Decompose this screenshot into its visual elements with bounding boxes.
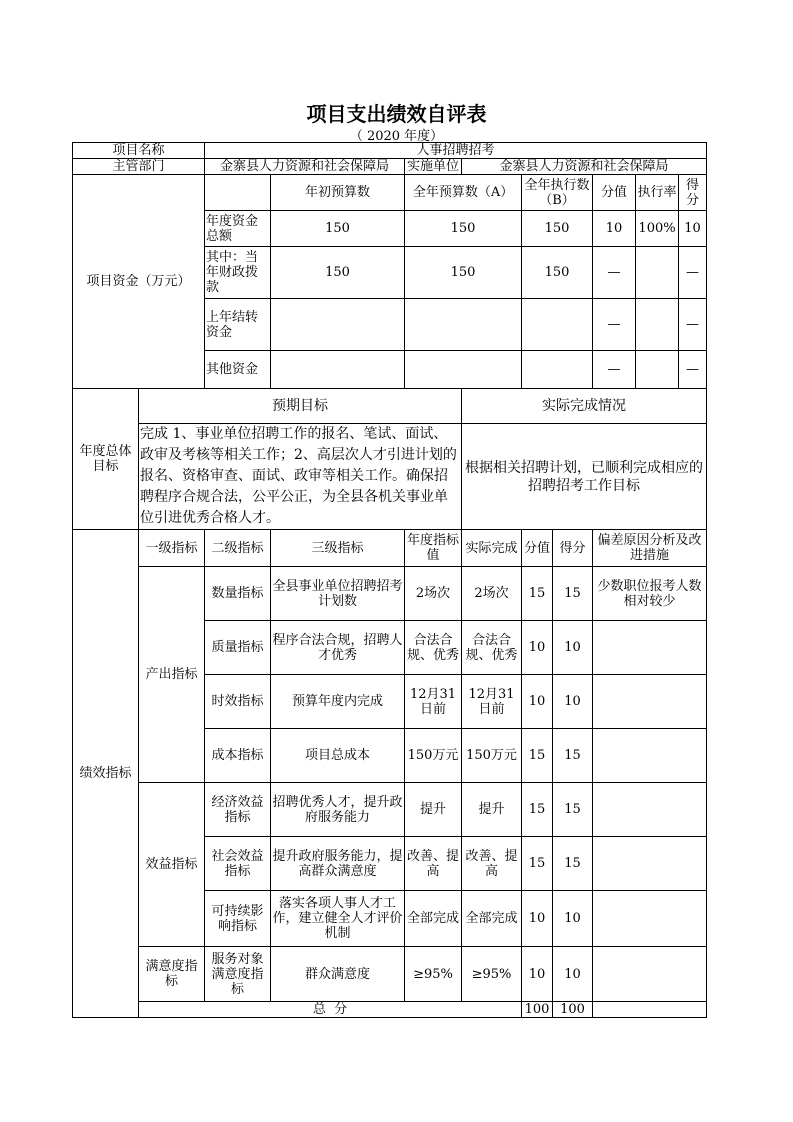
col-l3: 三级指标 (271, 530, 405, 567)
perf-l2: 质量指标 (205, 621, 271, 675)
perf-reason (593, 729, 707, 783)
fund-row-label: 上年结转资金 (205, 299, 271, 351)
perf-actual: 2场次 (462, 567, 522, 621)
dept-value: 金寨县人力资源和社会保障局 (205, 159, 405, 175)
col-got: 得分 (679, 175, 707, 211)
impl-label: 实施单位 (405, 159, 462, 175)
group-satisfaction: 满意度指标 (139, 947, 205, 1002)
col-full: 全年预算数（A） (405, 175, 522, 211)
expected-goal-header: 预期目标 (139, 389, 462, 424)
perf-actual: 改善、提高 (462, 837, 522, 891)
fund-full (405, 299, 522, 351)
perf-actual: 12月31日前 (462, 675, 522, 729)
col-l1: 一级指标 (139, 530, 205, 567)
perf-reason (593, 621, 707, 675)
perf-l2: 经济效益指标 (205, 783, 271, 837)
perf-reason (593, 837, 707, 891)
fund-full: 150 (405, 211, 522, 247)
funds-label: 项目资金（万元） (73, 175, 205, 389)
fund-full (405, 351, 522, 389)
fund-row-label: 其他资金 (205, 351, 271, 389)
perf-got: 15 (553, 783, 593, 837)
perf-l2: 可持续影响指标 (205, 891, 271, 947)
goals-label: 年度总体目标 (73, 389, 139, 530)
perf-target: 全部完成 (405, 891, 462, 947)
perf-l3: 招聘优秀人才，提升政府服务能力 (271, 783, 405, 837)
perf-target: ≥95% (405, 947, 462, 1002)
group-benefit: 效益指标 (139, 783, 205, 947)
total-label: 总 分 (139, 1002, 522, 1018)
perf-actual: 150万元 (462, 729, 522, 783)
perf-got: 15 (553, 729, 593, 783)
fund-initial: 150 (271, 211, 405, 247)
fund-rate (636, 299, 679, 351)
perf-score: 15 (522, 729, 553, 783)
perf-got: 10 (553, 891, 593, 947)
perf-l2: 成本指标 (205, 729, 271, 783)
perf-actual: 合法合规、优秀 (462, 621, 522, 675)
fund-initial (271, 299, 405, 351)
perf-target: 提升 (405, 783, 462, 837)
project-name-label: 项目名称 (73, 143, 205, 159)
perf-target: 合法合规、优秀 (405, 621, 462, 675)
col-reason: 偏差原因分析及改进措施 (593, 530, 707, 567)
fund-exec (522, 299, 593, 351)
total-blank (593, 1002, 707, 1018)
col-target: 年度指标值 (405, 530, 462, 567)
fund-got: — (679, 247, 707, 299)
page-title: 项目支出绩效自评表 (306, 102, 487, 126)
fund-exec (522, 351, 593, 389)
fund-got: — (679, 299, 707, 351)
project-name-value: 人事招聘招考 (205, 143, 707, 159)
perf-target: 2场次 (405, 567, 462, 621)
perf-got: 15 (553, 567, 593, 621)
impl-value: 金寨县人力资源和社会保障局 (462, 159, 707, 175)
perf-actual: 全部完成 (462, 891, 522, 947)
fund-exec: 150 (522, 247, 593, 299)
actual-goal-header: 实际完成情况 (462, 389, 707, 424)
perf-l3: 提升政府服务能力，提高群众满意度 (271, 837, 405, 891)
fund-score: — (593, 299, 636, 351)
expected-goal-text: 完成 1、事业单位招聘工作的报名、笔试、面试、政审及考核等相关工作；2、高层次人才引进计划的报名、资格审查、面试、政审等相关工作。确保招聘程序合规合法，公平公正，为全县各机关事业单位引进优秀合格人才。 (139, 424, 462, 530)
fund-row-label: 年度资金总额 (205, 211, 271, 247)
perf-got: 10 (553, 675, 593, 729)
col-exec: 全年执行数（B） (522, 175, 593, 211)
perf-l3: 群众满意度 (271, 947, 405, 1002)
fund-score: — (593, 351, 636, 389)
fund-got: 10 (679, 211, 707, 247)
perf-l3: 落实各项人事人才工作，建立健全人才评价机制 (271, 891, 405, 947)
perf-l2: 时效指标 (205, 675, 271, 729)
col-score: 分值 (593, 175, 636, 211)
fund-rate (636, 351, 679, 389)
perf-score: 15 (522, 567, 553, 621)
perf-l3: 预算年度内完成 (271, 675, 405, 729)
dept-label: 主管部门 (73, 159, 205, 175)
total-got: 100 (553, 1002, 593, 1018)
fund-full: 150 (405, 247, 522, 299)
perf-l3: 项目总成本 (271, 729, 405, 783)
total-score: 100 (522, 1002, 553, 1018)
col-rate: 执行率 (636, 175, 679, 211)
perf-label: 绩效指标 (73, 530, 139, 1018)
col-initial: 年初预算数 (271, 175, 405, 211)
perf-got: 15 (553, 837, 593, 891)
fund-initial (271, 351, 405, 389)
fund-row-label: 其中：当年财政拨款 (205, 247, 271, 299)
perf-target: 12月31日前 (405, 675, 462, 729)
perf-target: 150万元 (405, 729, 462, 783)
fund-rate (636, 247, 679, 299)
perf-got: 10 (553, 621, 593, 675)
col-score: 分值 (522, 530, 553, 567)
col-got: 得分 (553, 530, 593, 567)
perf-score: 10 (522, 891, 553, 947)
fund-got: — (679, 351, 707, 389)
perf-reason: 少数职位报考人数相对较少 (593, 567, 707, 621)
evaluation-table (72, 142, 707, 1018)
fund-exec: 150 (522, 211, 593, 247)
perf-l3: 全县事业单位招聘招考计划数 (271, 567, 405, 621)
perf-score: 10 (522, 675, 553, 729)
perf-l2: 社会效益指标 (205, 837, 271, 891)
col-actual: 实际完成 (462, 530, 522, 567)
perf-score: 10 (522, 947, 553, 1002)
perf-actual: 提升 (462, 783, 522, 837)
page-subtitle: （ 2020 年度） (349, 129, 444, 144)
fund-score: — (593, 247, 636, 299)
perf-l3: 程序合法合规，招聘人才优秀 (271, 621, 405, 675)
perf-score: 15 (522, 837, 553, 891)
perf-target: 改善、提高 (405, 837, 462, 891)
perf-reason (593, 891, 707, 947)
funds-corner (205, 175, 271, 211)
group-output: 产出指标 (139, 567, 205, 783)
perf-reason (593, 675, 707, 729)
fund-score: 10 (593, 211, 636, 247)
perf-score: 10 (522, 621, 553, 675)
perf-got: 10 (553, 947, 593, 1002)
fund-rate: 100% (636, 211, 679, 247)
fund-initial: 150 (271, 247, 405, 299)
col-l2: 二级指标 (205, 530, 271, 567)
perf-reason (593, 947, 707, 1002)
perf-l2: 服务对象满意度指标 (205, 947, 271, 1002)
perf-l2: 数量指标 (205, 567, 271, 621)
perf-score: 15 (522, 783, 553, 837)
perf-reason (593, 783, 707, 837)
perf-actual: ≥95% (462, 947, 522, 1002)
actual-goal-text: 根据相关招聘计划，已顺利完成相应的招聘招考工作目标 (462, 424, 707, 530)
